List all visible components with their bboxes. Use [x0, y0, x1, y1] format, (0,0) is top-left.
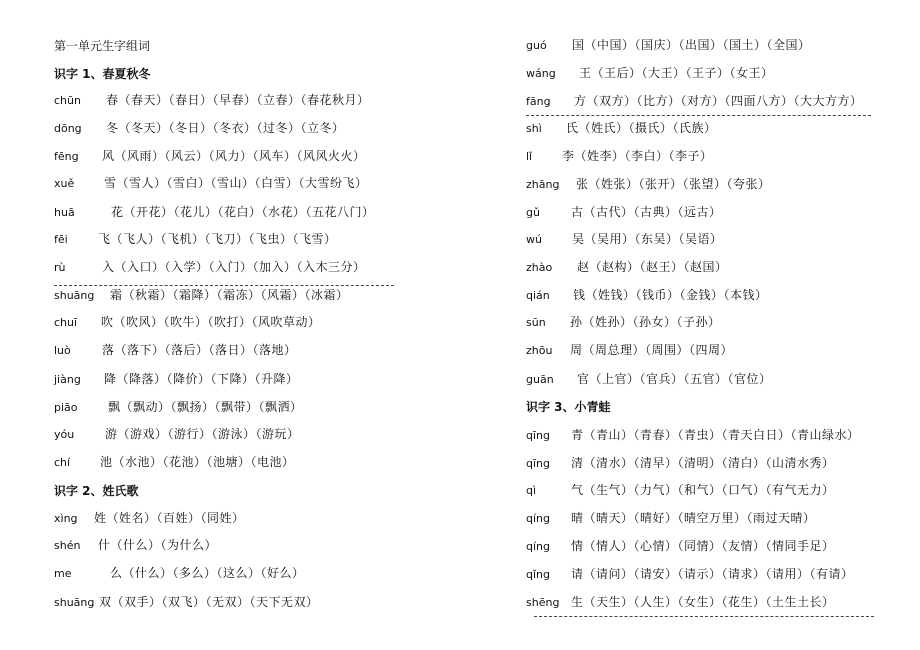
word-row: [526, 287, 768, 304]
word-row: [526, 148, 713, 165]
pinyin: dōng: [54, 122, 82, 135]
word-row: [54, 342, 297, 359]
pinyin: qián: [526, 289, 550, 302]
pinyin: luò: [54, 344, 71, 357]
word-row: [526, 566, 854, 583]
word-group: 周（周总理）（周围）（四周）: [570, 343, 734, 357]
pinyin: xuě: [54, 177, 75, 190]
section-heading-3: 识字 3、小青蛙: [526, 400, 611, 414]
word-group: 么（什么）（多么）（这么）（好么）: [110, 566, 305, 580]
section-heading-2: 识字 2、姓氏歌: [54, 484, 139, 498]
word-group: 青（青山）（青春）（青虫）（青天白日）（青山绿水）: [571, 428, 860, 442]
word-row: [526, 120, 717, 137]
pinyin: fēng: [54, 150, 79, 163]
word-row: [526, 371, 772, 388]
word-group: 霜（秋霜）（霜降）（霜冻）（风霜）（冰霜）: [110, 288, 349, 302]
word-row: [526, 314, 721, 331]
word-group: 吹（吹风）（吹牛）（吹打）（风吹草动）: [101, 315, 321, 329]
pinyin: qíng: [526, 540, 550, 553]
pinyin: fāng: [526, 95, 551, 108]
word-row: [526, 455, 835, 472]
dashed-divider: [526, 115, 871, 116]
word-group: 冬（冬天）（冬日）（冬衣）（过冬）（立冬）: [106, 121, 345, 135]
pinyin: xìng: [54, 512, 78, 525]
pinyin: wú: [526, 233, 542, 246]
word-group: 晴（晴天）（晴好）（晴空万里）（雨过天晴）: [571, 511, 816, 525]
word-group: 吴（吴用）（东吴）（吴语）: [572, 232, 723, 246]
pinyin: shuāng: [54, 596, 95, 609]
word-group: 花（开花）（花儿）（花白）（水花）（五花八门）: [111, 205, 375, 219]
pinyin: rù: [54, 261, 66, 274]
word-row: [526, 510, 816, 527]
word-row: [54, 537, 217, 554]
word-row: [54, 510, 245, 527]
word-row: [54, 594, 319, 611]
word-group: 飘（飘动）（飘扬）（飘带）（飘洒）: [108, 400, 303, 414]
word-row: [54, 204, 375, 221]
word-group: 入（入口）（入学）（入门）（加入）（入木三分）: [102, 260, 366, 274]
pinyin: piāo: [54, 401, 78, 414]
pinyin: shén: [54, 539, 81, 552]
pinyin: lǐ: [526, 150, 533, 163]
word-group: 池（水池）（花池）（池塘）（电池）: [100, 455, 295, 469]
pinyin: fēi: [54, 233, 68, 246]
pinyin: jiàng: [54, 373, 81, 386]
word-row: [526, 538, 835, 555]
pinyin: chí: [54, 456, 71, 469]
pinyin: guó: [526, 39, 547, 52]
pinyin: shì: [526, 122, 542, 135]
word-row: [54, 92, 370, 109]
pinyin: zhào: [526, 261, 553, 274]
word-group: 春（春天）（春日）（早春）（立春）（春花秋月）: [106, 93, 370, 107]
word-row: [526, 65, 774, 82]
dashed-divider: [534, 616, 874, 617]
word-row: [526, 176, 771, 193]
word-row: [526, 259, 728, 276]
word-group: 方（双方）（比方）（对方）（四面八方）（大大方方）: [574, 94, 863, 108]
word-row: [54, 426, 300, 443]
word-row: [54, 175, 368, 192]
word-row: [54, 120, 345, 137]
word-group: 请（请问）（请安）（请示）（请求）（请用）（有请）: [571, 567, 854, 581]
pinyin: me: [54, 567, 72, 580]
word-row: [526, 93, 863, 110]
pinyin: sūn: [526, 316, 546, 329]
pinyin: qīng: [526, 457, 550, 470]
word-group: 情（情人）（心情）（同情）（友情）（情同手足）: [571, 539, 835, 553]
pinyin: shēng: [526, 596, 560, 609]
pinyin: guān: [526, 373, 554, 386]
word-group: 王（王后）（大王）（王子）（女王）: [579, 66, 774, 80]
word-group: 气（生气）（力气）（和气）（口气）（有气无力）: [571, 483, 835, 497]
word-group: 张（姓张）（张开）（张望）（夸张）: [576, 177, 771, 191]
word-row: [54, 565, 305, 582]
section-heading-1: 识字 1、春夏秋冬: [54, 67, 151, 81]
word-group: 降（降落）（降价）（下降）（升降）: [104, 372, 299, 386]
word-row: [54, 231, 337, 248]
word-row: [526, 204, 722, 221]
word-group: 赵（赵构）（赵王）（赵国）: [577, 260, 728, 274]
word-group: 游（游戏）（游行）（游泳）（游玩）: [105, 427, 300, 441]
pinyin: shuāng: [54, 289, 95, 302]
word-group: 双（双手）（双飞）（无双）（天下无双）: [99, 595, 319, 609]
word-group: 孙（姓孙）（孙女）（子孙）: [570, 315, 721, 329]
word-group: 国（中国）（国庆）（出国）（国土）（全国）: [572, 38, 811, 52]
word-row: [526, 427, 860, 444]
word-group: 古（古代）（古典）（远古）: [571, 205, 722, 219]
word-group: 官（上官）（官兵）（五官）（官位）: [577, 372, 772, 386]
word-row: [526, 231, 723, 248]
word-group: 姓（姓名）（百姓）（同姓）: [94, 511, 245, 525]
word-group: 落（落下）（落后）（落日）（落地）: [102, 343, 297, 357]
page-title: 第一单元生字组词: [54, 39, 151, 53]
pinyin: yóu: [54, 428, 75, 441]
pinyin: zhāng: [526, 178, 560, 191]
pinyin: qīng: [526, 429, 550, 442]
pinyin: wáng: [526, 67, 556, 80]
word-group: 什（什么）（为什么）: [98, 538, 218, 552]
pinyin: qǐng: [526, 568, 550, 581]
word-row: [54, 371, 299, 388]
word-row: [54, 314, 321, 331]
word-row: [526, 482, 835, 499]
word-row: [54, 148, 366, 165]
word-group: 李（姓李）（李白）（李子）: [562, 149, 713, 163]
word-row: [54, 287, 349, 304]
word-group: 飞（飞人）（飞机）（飞刀）（飞虫）（飞雪）: [98, 232, 337, 246]
word-row: [526, 37, 811, 54]
pinyin: chūn: [54, 94, 81, 107]
pinyin: qíng: [526, 512, 550, 525]
pinyin: huā: [54, 206, 75, 219]
pinyin: chuī: [54, 316, 78, 329]
word-row: [526, 342, 733, 359]
pinyin: zhōu: [526, 344, 553, 357]
word-row: [54, 399, 303, 416]
word-row: [526, 594, 835, 611]
word-group: 清（清水）（清早）（清明）（清白）（山清水秀）: [571, 456, 835, 470]
word-group: 风（风雨）（风云）（风力）（风车）（风风火火）: [102, 149, 366, 163]
word-row: [54, 454, 295, 471]
word-row: [54, 259, 366, 276]
pinyin: gǔ: [526, 206, 540, 219]
word-group: 钱（姓钱）（钱币）（金钱）（本钱）: [573, 288, 768, 302]
word-group: 雪（雪人）（雪白）（雪山）（白雪）（大雪纷飞）: [104, 176, 368, 190]
word-group: 氏（姓氏）（摄氏）（氏族）: [566, 121, 717, 135]
pinyin: qì: [526, 484, 537, 497]
dashed-divider: [54, 285, 394, 286]
word-group: 生（天生）（人生）（女生）（花生）（土生土长）: [571, 595, 835, 609]
